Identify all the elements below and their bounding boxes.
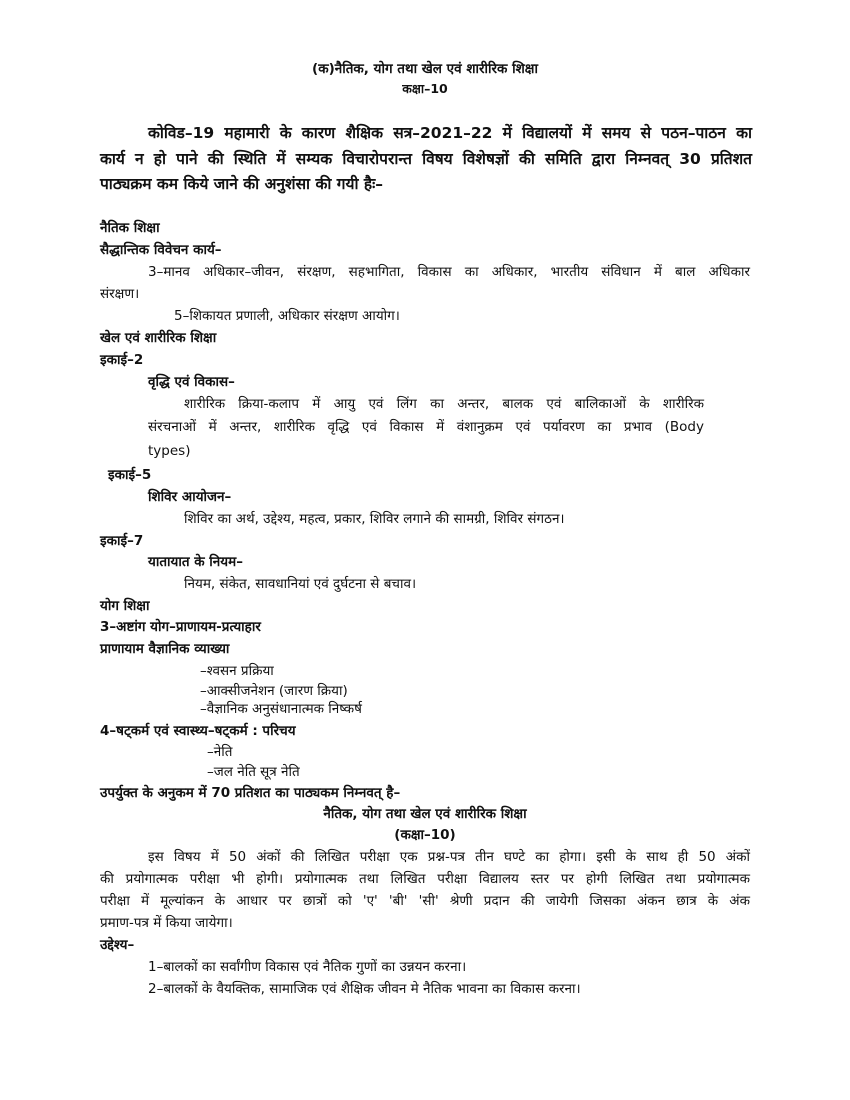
naitik-item-3-line-1: 3–मानव अधिकार–जीवन, संरक्षण, सहभागिता, विकास का अधिकार, भारतीय संविधान में बाल अधिकार bbox=[148, 264, 750, 280]
yoga-item-4: 4–षट्कर्म एवं स्वास्थ्य–षट्कर्म : परिचय bbox=[100, 723, 296, 739]
naitik-subheading: सैद्धान्तिक विवेचन कार्य– bbox=[100, 242, 222, 258]
naitik-item-3-line-2: संरक्षण। bbox=[100, 286, 140, 302]
unit-2-line-3: types) bbox=[148, 443, 191, 459]
intro-line-2: कार्य न हो पाने की स्थिति में सम्यक विचारोपरान्त विषय विशेषज्ञों की समिति द्वारा निम्नवत् 30 प्रतिशत bbox=[100, 150, 752, 168]
pranayam-sub-2: –आक्सीजनेशन (जारण क्रिया) bbox=[200, 683, 348, 699]
exam-paragraph-line-2: की प्रयोगात्मक परीक्षा भी होगी। प्रयोगात्मक तथा लिखित परीक्षा विद्यालय स्तर पर होगी लिखित तथा प्रयोगात्मक bbox=[100, 871, 750, 887]
remaining-title: नैतिक, योग तथा खेल एवं शारीरिक शिक्षा bbox=[323, 806, 527, 822]
exam-paragraph-line-3: परीक्षा में मूल्यांकन के आधार पर छात्रों को 'ए' 'बी' 'सी' श्रेणी प्रदान की जायेगी जिसका अंकन छात्र के अंक bbox=[100, 893, 750, 909]
exam-paragraph-line-4: प्रमाण-पत्र में किया जायेगा। bbox=[100, 915, 233, 931]
objective-1: 1–बालकों का सर्वांगीण विकास एवं नैतिक गुणों का उन्नयन करना। bbox=[148, 959, 467, 975]
yoga-item-3: 3–अष्टांग योग–प्राणायम-प्रत्याहार bbox=[100, 619, 261, 635]
pranayam-sub-1: –श्वसन प्रक्रिया bbox=[200, 663, 274, 679]
unit-2-line-2: संरचनाओं में अन्तर, शारीरिक वृद्धि एवं विकास में वंशानुक्रम एवं पर्यावरण का प्रभाव (Body bbox=[148, 419, 704, 435]
page-class: कक्षा–10 bbox=[402, 81, 448, 96]
section-heading-yoga: योग शिक्षा bbox=[100, 598, 150, 614]
unit-7-topic: यातायात के नियम– bbox=[148, 554, 243, 570]
intro-line-1: कोविड–19 महामारी के कारण शैक्षिक सत्र–2021–22 में विद्यालयों में समय से पठन–पाठन का bbox=[148, 124, 752, 142]
unit-2-label: इकाई–2 bbox=[100, 352, 144, 368]
objectives-heading: उद्देश्य– bbox=[100, 937, 135, 953]
shatkarma-sub-2: –जल नेति सूत्र नेति bbox=[207, 764, 300, 780]
section-heading-naitik: नैतिक शिक्षा bbox=[100, 220, 160, 236]
shatkarma-sub-1: –नेति bbox=[207, 744, 233, 760]
unit-5-topic: शिविर आयोजन– bbox=[148, 489, 232, 505]
page-title: (क)नैतिक, योग तथा खेल एवं शारीरिक शिक्षा bbox=[312, 61, 538, 77]
objective-2: 2–बालकों के वैयक्तिक, सामाजिक एवं शैक्षिक जीवन मे नैतिक भावना का विकास करना। bbox=[148, 981, 581, 997]
section-heading-khel: खेल एवं शारीरिक शिक्षा bbox=[100, 330, 217, 346]
unit-2-line-1: शारीरिक क्रिया-कलाप में आयु एवं लिंग का अन्तर, बालक एवं बालिकाओं के शारीरिक bbox=[184, 396, 704, 412]
unit-5-line: शिविर का अर्थ, उद्देश्य, महत्व, प्रकार, शिविर लगाने की सामग्री, शिविर संगठन। bbox=[184, 511, 565, 527]
unit-7-line: नियम, संकेत, सावधानियां एवं दुर्घटना से बचाव। bbox=[184, 576, 417, 592]
pranayam-heading: प्राणायाम वैज्ञानिक व्याख्या bbox=[100, 641, 230, 657]
unit-5-label: इकाई–5 bbox=[108, 467, 152, 483]
exam-paragraph-line-1: इस विषय में 50 अंकों की लिखित परीक्षा एक प्रश्न-पत्र तीन घण्टे का होगा। इसी के साथ ही 50 अंकों bbox=[148, 849, 750, 865]
remaining-class: (कक्षा–10) bbox=[394, 827, 456, 843]
unit-7-label: इकाई–7 bbox=[100, 533, 144, 549]
pranayam-sub-3: –वैज्ञानिक अनुसंधानात्मक निष्कर्ष bbox=[200, 701, 362, 717]
remaining-intro: उपर्युक्त के अनुकम में 70 प्रतिशत का पाठ्यकम निम्नवत् है– bbox=[100, 785, 401, 801]
intro-line-3: पाठ्यक्रम कम किये जाने की अनुशंसा की गयी हैः– bbox=[100, 175, 384, 193]
unit-2-topic: वृद्धि एवं विकास– bbox=[148, 374, 235, 390]
naitik-item-5: 5–शिकायत प्रणाली, अधिकार संरक्षण आयोग। bbox=[174, 308, 400, 324]
